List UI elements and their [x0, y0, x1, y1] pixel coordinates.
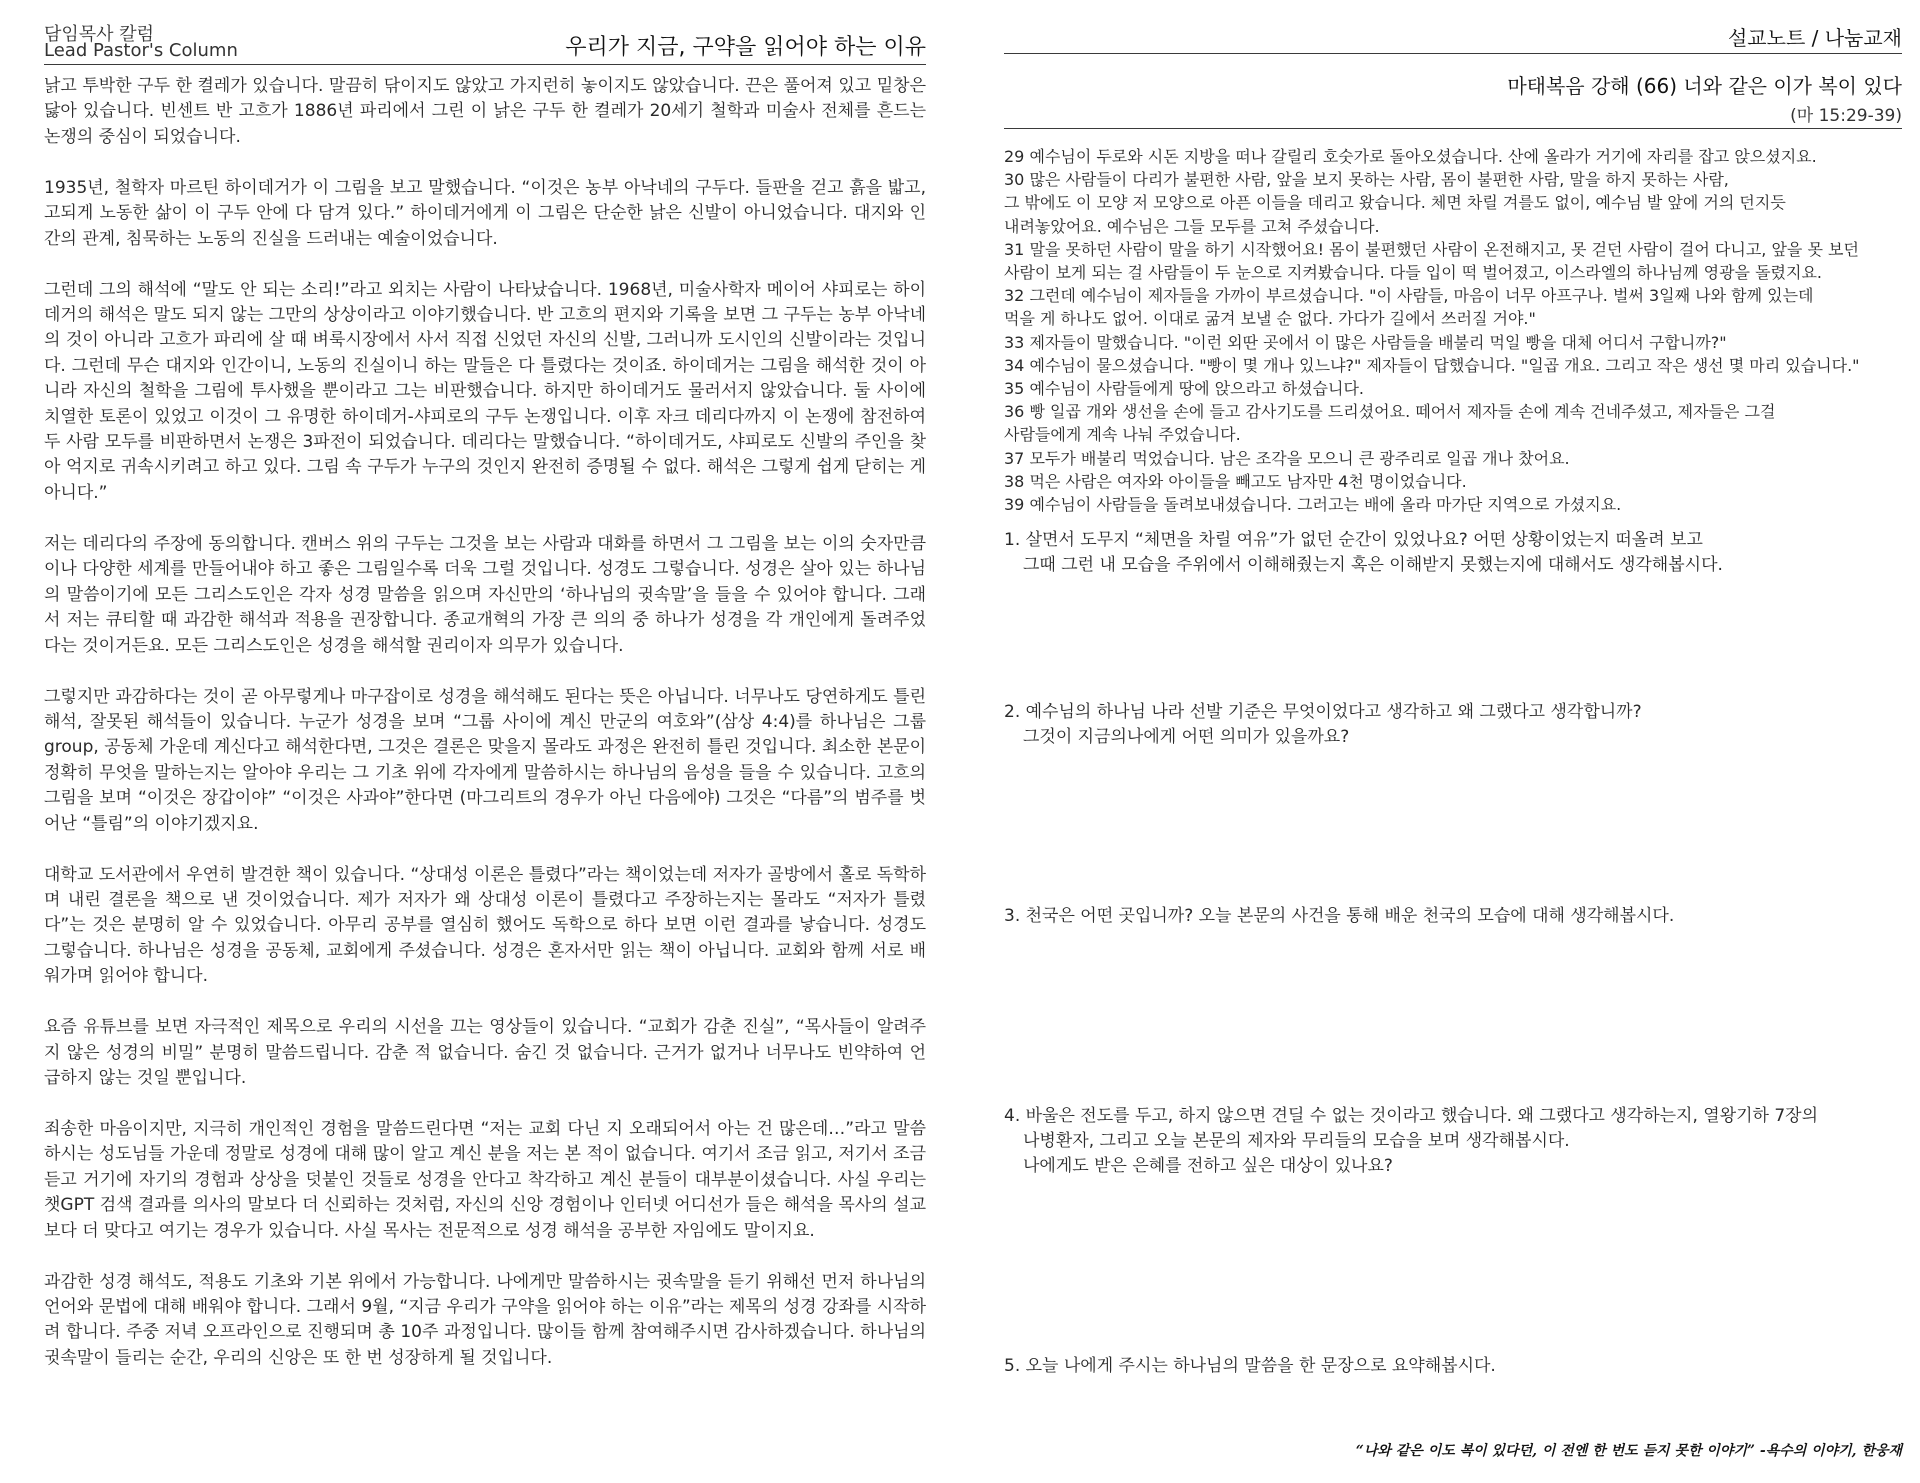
verse-line: 먹을 게 하나도 없어. 이대로 굶겨 보낼 순 없다. 가다가 길에서 쓰러질 거야." [1004, 309, 1536, 329]
column-paragraph: 저는 데리다의 주장에 동의합니다. 캔버스 위의 구두는 그것을 보는 사람과 대화를 하면서 그 그림을 보는 이의 숫자만큼이나 다양한 세계를 만들어내야 하고 좋은 그림일수록 더욱 그럴 것입니다. 성경도 그렇습니다. 성경은 살아 있는 하나님의 말씀이기에 모든 그리스도인은 각자 성경 말씀을 읽으며 자신만의 ‘하나님의 귓속말’을 들을 수 있어야 합니다. 그래서 저는 큐티할 때 과감한 해석과 적용을 권장합니다. 종교개혁의 가장 큰 의의 중 하나가 성경을 각 개인에게 돌려주었다는 것이거든요. 모든 그리스도인은 성경을 해석할 권리이자 의무가 있습니다. [44, 533, 926, 656]
verse-line: 29 예수님이 두로와 시돈 지방을 떠나 갈릴리 호숫가로 돌아오셨습니다. 산에 올라가 거기에 자리를 잡고 앉으셨지요. [1004, 147, 1817, 166]
verse-line: 사람들에게 계속 나눠 주었습니다. [1004, 425, 1241, 445]
question-line: 그때 그런 내 모습을 주위에서 이해해줬는지 혹은 이해받지 못했는지에 대해서도 생각해봅시다. [1023, 555, 1723, 575]
question-line: 1. 살면서 도무지 “체면을 차릴 여유”가 없던 순간이 있었나요? 어떤 상황이었는지 떠올려 보고 [1004, 530, 1703, 550]
column-header [44, 20, 926, 65]
verse-line: 33 제자들이 말했습니다. "이런 외딴 곳에서 이 많은 사람들을 배불리 먹일 빵을 대체 어디서 구합니까?" [1004, 332, 1727, 352]
question-line: 3. 천국은 어떤 곳입니까? 오늘 본문의 사건을 통해 배운 천국의 모습에 대해 생각해봅시다. [1004, 906, 1675, 926]
question-line: 나에게도 받은 은혜를 전하고 싶은 대상이 있나요? [1023, 1156, 1393, 1176]
verse-line: 39 예수님이 사람들을 돌려보내셨습니다. 그러고는 배에 올라 마가단 지역으로 가셨지요. [1004, 495, 1622, 515]
question-line: 5. 오늘 나에게 주시는 하나님의 말씀을 한 문장으로 요약해봅시다. [1004, 1356, 1496, 1376]
column-paragraph: 요즘 유튜브를 보면 자극적인 제목으로 우리의 시선을 끄는 영상들이 있습니다. “교회가 감춘 진실”, “목사들이 알려주지 않은 성경의 비밀” 분명히 말씀드립니다. 감춘 적 없습니다. 숨긴 것 없습니다. 근거가 없거나 너무나도 빈약하여 언급하지 않는 것일 뿐입니다. [44, 1017, 926, 1088]
question-line: 4. 바울은 전도를 두고, 하지 않으면 견딜 수 없는 것이라고 했습니다. 왜 그랬다고 생각하는지, 열왕기하 7장의 [1004, 1106, 1819, 1126]
notes-header: 설교노트 / 나눔교재 [1004, 20, 1902, 54]
verse-line: 37 모두가 배불리 먹었습니다. 남은 조각을 모으니 큰 광주리로 일곱 개나 찼어요. [1004, 448, 1570, 468]
verse-line: 38 먹은 사람은 여자와 아이들을 빼고도 남자만 4천 명이었습니다. [1004, 471, 1467, 491]
column-paragraph: 그런데 그의 해석에 “말도 안 되는 소리!”라고 외치는 사람이 나타났습니다. 1968년, 미술사학자 메이어 샤피로는 하이데거의 해석은 말도 되지 않는 그만의 상상이라고 이야기했습니다. 반 고흐의 편지와 기록을 보면 그 구두는 농부 아낙네의 것이 아니라 고흐가 파리에 살 때 벼룩시장에서 사서 직접 신었던 자신의 신발, 그러니까 도시인의 신발이라는 것입니다. 그런데 무슨 대지와 인간이니, 노동의 진실이니 하는 말들은 다 틀렸다는 것이죠. 하이데거는 그림을 해석한 것이 아니라 자신의 철학을 그림에 투사했을 뿐이라고 그는 비판했습니다. 하지만 하이데거도 물러서지 않았습니다. 둘 사이에 치열한 토론이 있었고 이것이 그 유명한 하이데거-샤피로의 구두 논쟁입니다. 이후 자크 데리다까지 이 논쟁에 참전하여 두 사람 모두를 비판하면서 논쟁은 3파전이 되었습니다. 데리다는 말했습니다. “하이데거도, 샤피로도 신발의 주인을 찾아 억지로 귀속시키려고 하고 있다. 그림 속 구두가 누구의 것인지 완전히 증명될 수 없다. 해석은 그렇게 쉽게 닫히는 게 아니다.” [44, 279, 926, 503]
question-line: 2. 예수님의 하나님 나라 선발 기준은 무엇이었다고 생각하고 왜 그랬다고 생각합니까? [1004, 702, 1642, 722]
column-body [44, 74, 926, 1371]
divider [1004, 128, 1902, 129]
verse-line: 36 빵 일곱 개와 생선을 손에 들고 감사기도를 드리셨어요. 떼어서 제자들 손에 계속 건네주셨고, 제자들은 그걸 [1004, 402, 1776, 422]
verse-line: 31 말을 못하던 사람이 말을 하기 시작했어요! 몸이 불편했던 사람이 온전해지고, 못 걷던 사람이 걸어 다니고, 앞을 못 보던 [1004, 239, 1859, 259]
column-label-english: Lead Pastor's Column [44, 40, 238, 61]
scripture-text [1004, 145, 1902, 516]
column-paragraph: 낡고 투박한 구두 한 켤레가 있습니다. 말끔히 닦이지도 않았고 가지런히 놓이지도 않았습니다. 끈은 풀어져 있고 밑창은 닳아 있습니다. 빈센트 반 고흐가 1886년 파리에서 그린 이 낡은 구두 한 켤레가 20세기 철학과 미술사 전체를 흔드는 논쟁의 중심이 되었습니다. [44, 76, 926, 147]
lead-pastor-column [44, 20, 926, 1397]
verse-line: 35 예수님이 사람들에게 땅에 앉으라고 하셨습니다. [1004, 379, 1364, 399]
column-label-korean: 담임목사 칼럼 [44, 24, 155, 45]
discussion-question-4 [1004, 1104, 1818, 1179]
discussion-question-1 [1004, 528, 1723, 578]
verse-line: 사람이 보게 되는 걸 사람들이 두 눈으로 지켜봤습니다. 다들 입이 떡 벌어졌고, 이스라엘의 하나님께 영광을 돌렸지요. [1004, 263, 1822, 283]
question-line: 그것이 지금의나에게 어떤 의미가 있을까요? [1023, 727, 1350, 747]
discussion-question-2 [1004, 700, 1642, 750]
question-line: 나병환자, 그리고 오늘 본문의 제자와 무리들의 모습을 보며 생각해봅시다. [1023, 1131, 1570, 1151]
verse-line: 34 예수님이 물으셨습니다. "빵이 몇 개나 있느냐?" 제자들이 답했습니다. "일곱 개요. 그리고 작은 생선 몇 마리 있습니다." [1004, 355, 1860, 375]
column-paragraph: 1935년, 철학자 마르틴 하이데거가 이 그림을 보고 말했습니다. “이것은 농부 아낙네의 구두다. 들판을 걷고 흙을 밟고, 고되게 노동한 삶이 이 구두 안에 다 담겨 있다.” 하이데거에게 이 그림은 단순한 낡은 신발이 아니었습니다. 대지와 인간의 관계, 침묵하는 노동의 진실을 드러내는 예술이었습니다. [44, 177, 926, 249]
verse-line: 그 밖에도 이 모양 저 모양으로 아픈 이들을 데리고 왔습니다. 체면 차릴 겨를도 없이, 예수님 발 앞에 거의 던지듯 [1004, 193, 1786, 213]
verse-line: 32 그런데 예수님이 제자들을 가까이 부르셨습니다. "이 사람들, 마음이 너무 아프구나. 벌써 3일째 나와 함께 있는데 [1004, 286, 1814, 306]
footer-quote: “나와 같은 이도 복이 있다던, 이 전엔 한 번도 듣지 못한 이야기” -욕수의 이야기, 한웅재 [1355, 1443, 1902, 1459]
column-paragraph: 대학교 도서관에서 우연히 발견한 책이 있습니다. “상대성 이론은 틀렸다”라는 책이었는데 저자가 골방에서 홀로 독학하며 내린 결론을 책으로 낸 것이었습니다. 제가 저자가 왜 상대성 이론이 틀렸다고 주장하는지는 몰라도 “저자가 틀렸다”는 것은 분명히 알 수 있었습니다. 아무리 공부를 열심히 했어도 독학으로 하다 보면 이런 결과를 낳습니다. 성경도 그렇습니다. 하나님은 성경을 공동체, 교회에게 주셨습니다. 성경은 혼자서만 읽는 책이 아닙니다. 교회와 함께 서로 배워가며 읽어야 합니다. [44, 864, 926, 987]
discussion-question-5 [1004, 1354, 1496, 1379]
verse-line: 내려놓았어요. 예수님은 그들 모두를 고쳐 주셨습니다. [1004, 216, 1380, 236]
scripture-reference: (마 15:29-39) [1790, 106, 1902, 126]
column-paragraph: 과감한 성경 해석도, 적용도 기초와 기본 위에서 가능합니다. 나에게만 말씀하시는 귓속말을 듣기 위해선 먼저 하나님의 언어와 문법에 대해 배워야 합니다. 그래서 9월, “지금 우리가 구약을 읽어야 하는 이유”라는 제목의 성경 강좌를 시작하려 합니다. 주중 저녁 오프라인으로 진행되며 총 10주 과정입니다. 많이들 함께 참여해주시면 감사하겠습니다. 하나님의 귓속말이 들리는 순간, 우리의 신앙은 또 한 번 성장하게 될 것입니다. [44, 1271, 926, 1368]
column-paragraph: 그렇지만 과감하다는 것이 곧 아무렇게나 마구잡이로 성경을 해석해도 된다는 뜻은 아닙니다. 너무나도 당연하게도 틀린 해석, 잘못된 해석들이 있습니다. 누군가 성경을 보며 “그룹 사이에 계신 만군의 여호와”(삼상 4:4)를 하나님은 그룹group, 공동체 가운데 계신다고 해석한다면, 그것은 결론은 맞을지 몰라도 과정은 완전히 틀린 것입니다. 최소한 본문이 정확히 무엇을 말하는지는 알아야 우리는 그 기초 위에 각자에게 말씀하시는 하나님의 음성을 들을 수 있습니다. 고흐의 그림을 보며 “이것은 장갑이야” “이것은 사과야”한다면 (마그리트의 경우가 아닌 다음에야) 그것은 “다름”의 범주를 벗어난 “틀림”의 이야기겠지요. [44, 686, 926, 834]
column-title: 우리가 지금, 구약을 읽어야 하는 이유 [565, 35, 926, 60]
sermon-title: 마태복음 강해 (66) 너와 같은 이가 복이 있다 [1507, 74, 1902, 98]
sermon-notes [1004, 20, 1902, 1376]
verse-line: 30 많은 사람들이 다리가 불편한 사람, 앞을 보지 못하는 사람, 몸이 불편한 사람, 말을 하지 못하는 사람, [1004, 170, 1729, 190]
discussion-question-3 [1004, 904, 1674, 929]
column-paragraph: 죄송한 마음이지만, 지극히 개인적인 경험을 말씀드린다면 “저는 교회 다닌 지 오래되어서 아는 건 많은데…”라고 말씀하시는 성도님들 가운데 정말로 성경에 대해 많이 알고 계신 분을 저는 본 적이 없습니다. 여기서 조금 읽고, 저기서 조금 듣고 거기에 자기의 경험과 상상을 덧붙인 것들로 성경을 안다고 착각하고 계신 분들이 대부분이셨습니다. 사실 우리는 챗GPT 검색 결과를 의사의 말보다 더 신뢰하는 것처럼, 자신의 신앙 경험이나 인터넷 어디선가 들은 해석을 목사의 설교보다 더 맞다고 여기는 경우가 있습니다. 사실 목사는 전문적으로 성경 해석을 공부한 자임에도 말이지요. [44, 1118, 926, 1241]
